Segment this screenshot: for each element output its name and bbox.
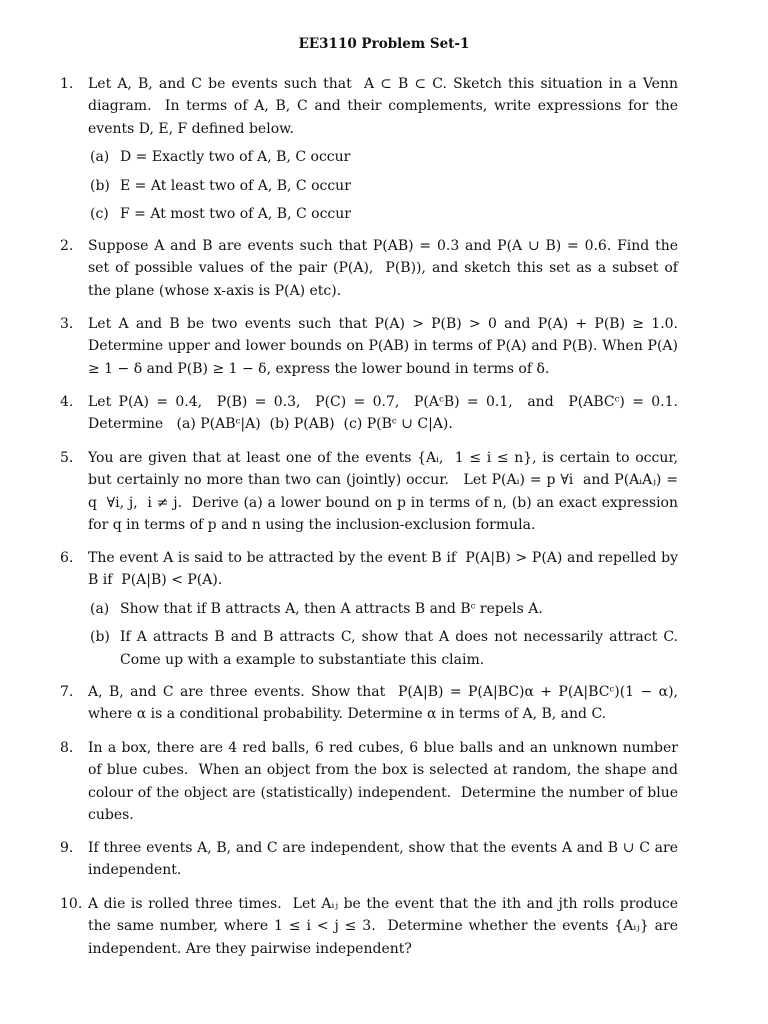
problem-4 [60,391,683,436]
problem-part [90,203,678,225]
problem-3 [60,313,683,380]
problem-10 [60,893,683,960]
problem-number: 2. [60,238,74,254]
part-text: D = Exactly two of A, B, C occur [120,149,351,166]
part-label: (a) [90,600,110,617]
problem-part [90,146,678,168]
page-title: EE3110 Problem Set-1 [298,36,470,52]
part-text: Show that if B attracts A, then A attracts B and Bᶜ repels A. [120,600,543,617]
problem-number: 9. [60,840,74,856]
problem-part [90,626,683,671]
part-label: (b) [90,629,110,646]
problem-text: In a box, there are 4 red balls, 6 red cubes, 6 blue balls and an unknown number of blue cubes. When an object from the box is selected at random, the shape and colour of the object are (statistically) independent. Determine the number of blue cubes. [88,740,683,824]
problem-part [90,175,678,197]
problem-text: If three events A, B, and C are independent, show that the events A and B ∪ C are independent. [88,840,683,879]
problem-text: Suppose A and B are events such that P(AB) = 0.3 and P(A ∪ B) = 0.6. Find the set of possible values of the pair (P(A), P(B)), and sketch this set as a subset of the plane (whose x-axis is P(A) etc). [88,238,683,299]
problem-text: A, B, and C are three events. Show that P(A|B) = P(A|BC)α + P(A|BCᶜ)(1 − α), where α is a conditional probability. Determine α in terms of A, B, and C. [88,684,683,723]
problem-text: Let A and B be two events such that P(A) > P(B) > 0 and P(A) + P(B) ≥ 1.0. Determine upper and lower bounds on P(AB) in terms of P(A) and P(B). When P(A) ≥ 1 − δ and P(B) ≥ 1 − δ, express the lower bound in terms of δ. [88,316,683,377]
problem-number: 5. [60,450,74,466]
problem-part [90,598,678,620]
problem-number: 1. [60,76,74,92]
problem-text: Let P(A) = 0.4, P(B) = 0.3, P(C) = 0.7, P(AᶜB) = 0.1, and P(ABCᶜ) = 0.1. Determine (a) P(ABᶜ|A) (b) P(AB) (c) P(Bᶜ ∪ C|A). [88,394,683,433]
problem-text: Let A, B, and C be events such that A ⊂ B ⊂ C. Sketch this situation in a Venn diagram. In terms of A, B, C and their complements, write expressions for the events D, E, F defined below. [88,76,683,137]
problem-number: 10. [60,896,83,912]
problem-6 [60,547,683,671]
part-label: (b) [90,177,110,194]
problem-number: 8. [60,740,74,756]
problem-text: The event A is said to be attracted by the event B if P(A|B) > P(A) and repelled by B if P(A|B) < P(A). [88,550,683,589]
part-label: (c) [90,206,109,223]
problem-2 [60,235,683,302]
part-text: E = At least two of A, B, C occur [120,177,351,194]
problem-5 [60,447,683,537]
part-text: If A attracts B and B attracts C, show that A does not necessarily attract C. Come up with a example to substantiate this claim. [120,629,683,668]
problem-number: 6. [60,550,74,566]
part-text: F = At most two of A, B, C occur [120,206,351,223]
problem-number: 3. [60,316,74,332]
problem-number: 7. [60,684,74,700]
problem-text: A die is rolled three times. Let Aᵢⱼ be the event that the ith and jth rolls produce the same number, where 1 ≤ i < j ≤ 3. Determine whether the events {Aᵢⱼ} are independent. Are they pairwise independent? [88,896,683,957]
problem-number: 4. [60,394,74,410]
part-label: (a) [90,149,110,166]
problem-1 [60,73,683,225]
problem-9 [60,837,683,882]
problem-7 [60,681,683,726]
problem-text: You are given that at least one of the events {Aᵢ, 1 ≤ i ≤ n}, is certain to occur, but certainly no more than two can (jointly) occur. Let P(Aᵢ) = p ∀i and P(AᵢAⱼ) = q ∀i, j, i ≠ j. Derive (a) a lower bound on p in terms of n, (b) an exact expression for q in terms of p and n using the inclusion-exclusion formula. [88,450,683,534]
problem-8 [60,737,683,827]
